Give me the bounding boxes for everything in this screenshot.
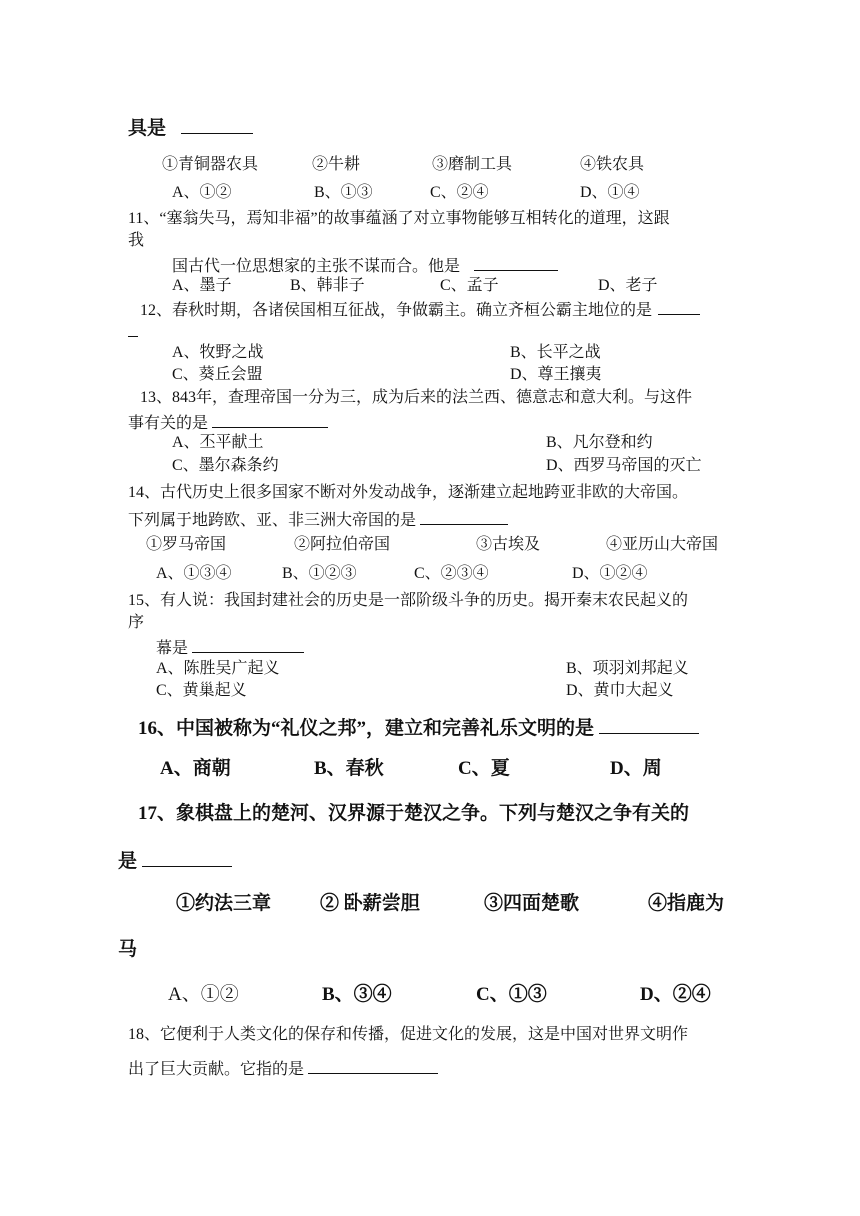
- q10-item-4: ④铁农具: [580, 156, 645, 173]
- q14-options: [0, 564, 860, 584]
- q17-option-d: D、②④: [640, 984, 711, 1005]
- q16-options: [0, 757, 860, 781]
- q10-stem-text: 具是: [128, 118, 167, 139]
- q14-item-2: ②阿拉伯帝国: [294, 536, 391, 553]
- q12-stem-wrap: [128, 320, 138, 343]
- q16-stem-text: 16、中国被称为“礼仪之邦”，建立和完善礼乐文明的是: [138, 718, 595, 739]
- q13-option-c: C、墨尔森条约: [172, 457, 279, 474]
- answer-blank: [420, 508, 508, 525]
- answer-blank: [308, 1057, 438, 1074]
- q16-option-b: B、春秋: [314, 758, 384, 779]
- q11-option-d: D、老子: [598, 277, 658, 294]
- q12-option-b: B、长平之战: [510, 344, 601, 361]
- q13-option-a: A、丕平献土: [172, 434, 264, 451]
- q14-option-d: D、①②④: [572, 565, 648, 582]
- q13-options-row2: [0, 456, 860, 476]
- q17-stem-line1: 17、象棋盘上的楚河、汉界源于楚汉之争。下列与楚汉之争有关的: [138, 803, 690, 824]
- q10-item-2: ②牛耕: [312, 156, 361, 173]
- q17-items: [0, 892, 860, 916]
- q15-stem-line2-text: 幕是: [156, 640, 189, 657]
- q17-options: [0, 983, 860, 1007]
- q14-stem-line2-text: 下列属于地跨欧、亚、非三洲大帝国的是: [128, 512, 417, 529]
- q12-stem-text: 12、春秋时期，各诸侯国相互征战，争做霸主。确立齐桓公霸主地位的是: [140, 302, 653, 319]
- q17-stem-line2-text: 是: [118, 851, 138, 872]
- q14-stem-line1: 14、古代历史上很多国家不断对外发动战争，逐渐建立起地跨亚非欧的大帝国。: [128, 484, 689, 501]
- q11-stem-line2: [172, 254, 558, 277]
- q15-stem-line2: [156, 636, 304, 659]
- q10-options: [0, 183, 860, 203]
- q13-stem-line2: [128, 411, 328, 434]
- q10-stem: [128, 117, 253, 141]
- q10-item-1: ①青铜器农具: [162, 156, 259, 173]
- q15-option-d: D、黄巾大起义: [566, 682, 674, 699]
- q17-item-4: ④指鹿为: [648, 893, 725, 914]
- answer-blank: [142, 846, 232, 867]
- q14-stem-line2: [128, 508, 508, 531]
- q15-stem-line1: 15、有人说：我国封建社会的历史是一部阶级斗争的历史。揭开秦末农民起义的: [128, 592, 689, 609]
- q12-option-d: D、尊王攘夷: [510, 366, 602, 383]
- answer-blank-wrap: [128, 320, 138, 337]
- q17-option-b: B、③④: [322, 984, 392, 1005]
- q17-item-3: ③四面楚歌: [484, 893, 580, 914]
- q14-option-c: C、②③④: [414, 565, 489, 582]
- q17-stem-line2: [118, 846, 232, 874]
- q14-item-4: ④亚历山大帝国: [606, 536, 719, 553]
- q14-item-1: ①罗马帝国: [146, 536, 227, 553]
- q15-option-c: C、黄巢起义: [156, 682, 247, 699]
- answer-blank: [474, 254, 558, 271]
- answer-blank: [181, 117, 253, 134]
- q10-option-a: A、①②: [172, 184, 232, 201]
- q12-option-c: C、葵丘会盟: [172, 366, 263, 383]
- q14-items: [0, 535, 860, 555]
- q10-option-d: D、①④: [580, 184, 640, 201]
- q18-stem-line2: [128, 1057, 438, 1080]
- q13-stem-line2-text: 事有关的是: [128, 415, 209, 432]
- q14-option-a: A、①③④: [156, 565, 232, 582]
- q11-option-a: A、墨子: [172, 277, 232, 294]
- q15-option-a: A、陈胜吴广起义: [156, 660, 280, 677]
- answer-blank: [599, 713, 699, 734]
- q11-stem-wrap: 我: [128, 232, 145, 249]
- q15-option-b: B、项羽刘邦起义: [566, 660, 689, 677]
- q15-options-row1: [0, 659, 860, 679]
- q16-option-a: A、商朝: [160, 758, 231, 779]
- q17-item-1: ①约法三章: [176, 893, 272, 914]
- q13-options-row1: [0, 433, 860, 453]
- q13-option-d: D、西罗马帝国的灭亡: [546, 457, 702, 474]
- q17-option-c: C、①③: [476, 984, 547, 1005]
- q11-stem-line2-text: 国古代一位思想家的主张不谋而合。他是: [172, 258, 461, 275]
- q15-stem-wrap: 序: [128, 614, 145, 631]
- q16-option-d: D、周: [610, 758, 662, 779]
- q10-item-3: ③磨制工具: [432, 156, 513, 173]
- q10-items: [0, 155, 860, 175]
- q12-option-a: A、牧野之战: [172, 344, 264, 361]
- answer-blank: [212, 411, 328, 428]
- answer-blank: [658, 298, 700, 315]
- q12-options-row2: [0, 365, 860, 385]
- q13-stem-line1: 13、843年，查理帝国一分为三，成为后来的法兰西、德意志和意大利。与这件: [140, 389, 693, 406]
- q11-options: [0, 276, 860, 296]
- q16-stem: [138, 713, 699, 741]
- q13-option-b: B、凡尔登和约: [546, 434, 653, 451]
- answer-blank: [192, 636, 304, 653]
- q11-option-c: C、孟子: [440, 277, 499, 294]
- q17-option-a: A、①②: [168, 984, 239, 1005]
- q18-stem-line1: 18、它便利于人类文化的保存和传播，促进文化的发展，这是中国对世界文明作: [128, 1026, 689, 1043]
- q12-stem-line1: [140, 298, 700, 321]
- q14-item-3: ③古埃及: [476, 536, 541, 553]
- q17-item-2: ② 卧薪尝胆: [320, 893, 420, 914]
- q12-options-row1: [0, 343, 860, 363]
- q10-option-c: C、②④: [430, 184, 489, 201]
- q14-option-b: B、①②③: [282, 565, 357, 582]
- q16-option-c: C、夏: [458, 758, 510, 779]
- q18-stem-line2-text: 出了巨大贡献。它指的是: [128, 1061, 305, 1078]
- q11-stem-line1: 11、“塞翁失马，焉知非福”的故事蕴涵了对立事物能够互相转化的道理，这跟: [128, 210, 670, 227]
- q10-option-b: B、①③: [314, 184, 373, 201]
- q15-options-row2: [0, 681, 860, 701]
- q11-option-b: B、韩非子: [290, 277, 365, 294]
- q17-item-4-wrap: 马: [118, 939, 138, 960]
